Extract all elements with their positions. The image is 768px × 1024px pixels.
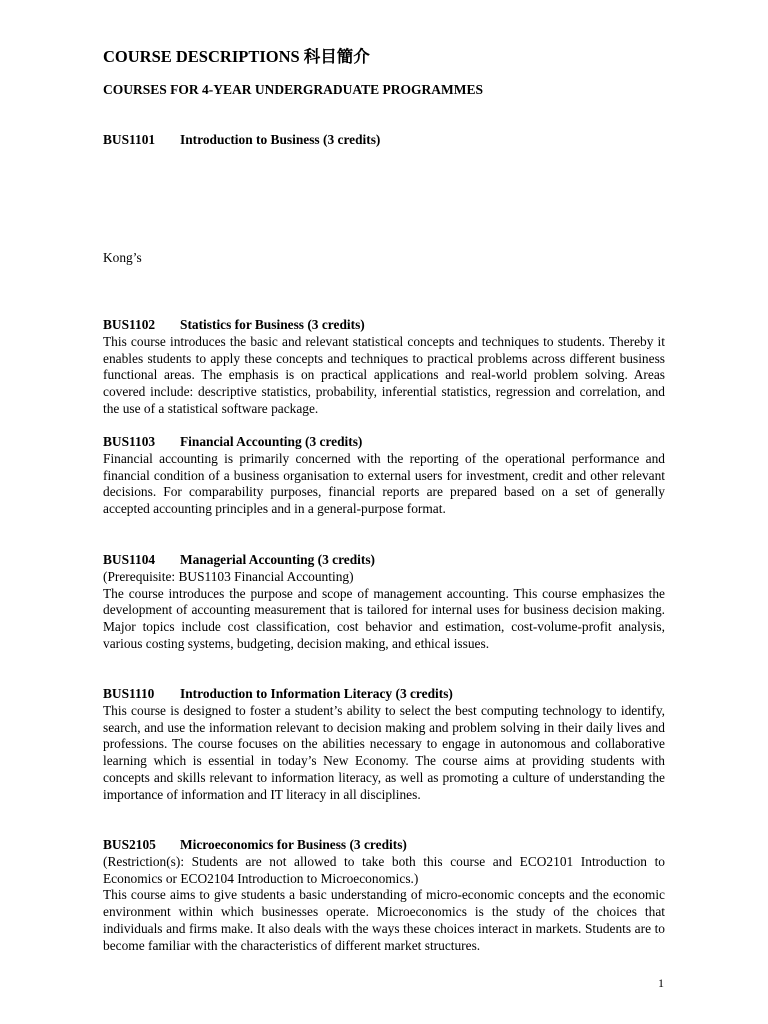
course-heading [103,317,665,334]
course-entry [103,434,665,518]
course-code: BUS1102 [103,317,156,332]
course-code: BUS1103 [103,434,156,449]
course-title: Statistics for Business (3 credits) [180,317,365,332]
course-entry [103,837,665,955]
course-description: This course introduces the basic and relevant statistical concepts and techniques to students. Thereby it enables students to apply these concepts and techniques to practical problems across different business functional areas. The emphasis is on practical applications and real-world problem solving. Areas covered include: descriptive statistics, probability, inferential statistics, regression and correlation, and the use of a statistical software package. [103,333,665,416]
course-description: The course introduces the purpose and scope of management accounting. This course emphasizes the development of accounting measurement that is tailored for internal uses for business decision making. Major topics include cost classification, cost behavior and estimation, cost-volume-profit analysis, various costing systems, budgeting, decision making, and ethical issues. [103,585,665,651]
stray-text: Kong’s [103,250,142,265]
course-title: Microeconomics for Business (3 credits) [180,837,407,852]
course-heading [103,132,665,149]
course-title: Financial Accounting (3 credits) [180,434,363,449]
course-heading [103,837,665,854]
course-code: BUS1101 [103,132,156,147]
page-number: 1 [658,976,664,990]
course-description: This course is designed to foster a student’s ability to select the best computing technology to identify, search, and use the information relevant to decision making and problem solving in their daily lives and professions. The course focuses on the abilities necessary to engage in autonomous and collaborative learning which is essential in today’s New Economy. The course aims at providing students with concepts and skills relevant to information literacy, as well as promoting a culture of understanding the importance of information and IT literacy in all disciplines. [103,702,665,802]
course-heading [103,434,665,451]
course-entry [103,552,665,653]
course-code: BUS1110 [103,686,155,701]
course-title: Introduction to Business (3 credits) [180,132,381,147]
course-title: Managerial Accounting (3 credits) [180,552,376,567]
course-entry [103,132,665,149]
course-description: Financial accounting is primarily concerned with the reporting of the operational performance and financial condition of a business organisation to external users for investment, credit and other relevant decisions. For comparability purposes, financial reports are prepared based on a set of generally accepted accounting principles and in a general-purpose format. [103,450,665,517]
page-title: COURSE DESCRIPTIONS 科目簡介 [103,47,370,66]
course-title: Introduction to Information Literacy (3 credits) [180,686,453,701]
course-description: This course aims to give students a basic understanding of micro-economic concepts and the economic environment within which businesses operate. Microeconomics is the study of the choices that individuals and firms make. It also deals with the ways these choices interact in markets. Students are to become familiar with the characteristics of different market structures. [103,887,665,953]
course-code: BUS1104 [103,552,156,567]
course-entry [103,686,665,804]
course-heading [103,686,665,703]
course-restriction: (Restriction(s): Students are not allowed to take both this course and ECO2101 Introduction to Economics or ECO2104 Introduction to Microeconomics.) [103,853,665,886]
section-subtitle: COURSES FOR 4-YEAR UNDERGRADUATE PROGRAMMES [103,82,484,97]
course-entry [103,317,665,418]
course-prerequisite: (Prerequisite: BUS1103 Financial Accounting) [103,568,354,584]
course-code: BUS2105 [103,837,156,852]
course-heading [103,552,665,569]
